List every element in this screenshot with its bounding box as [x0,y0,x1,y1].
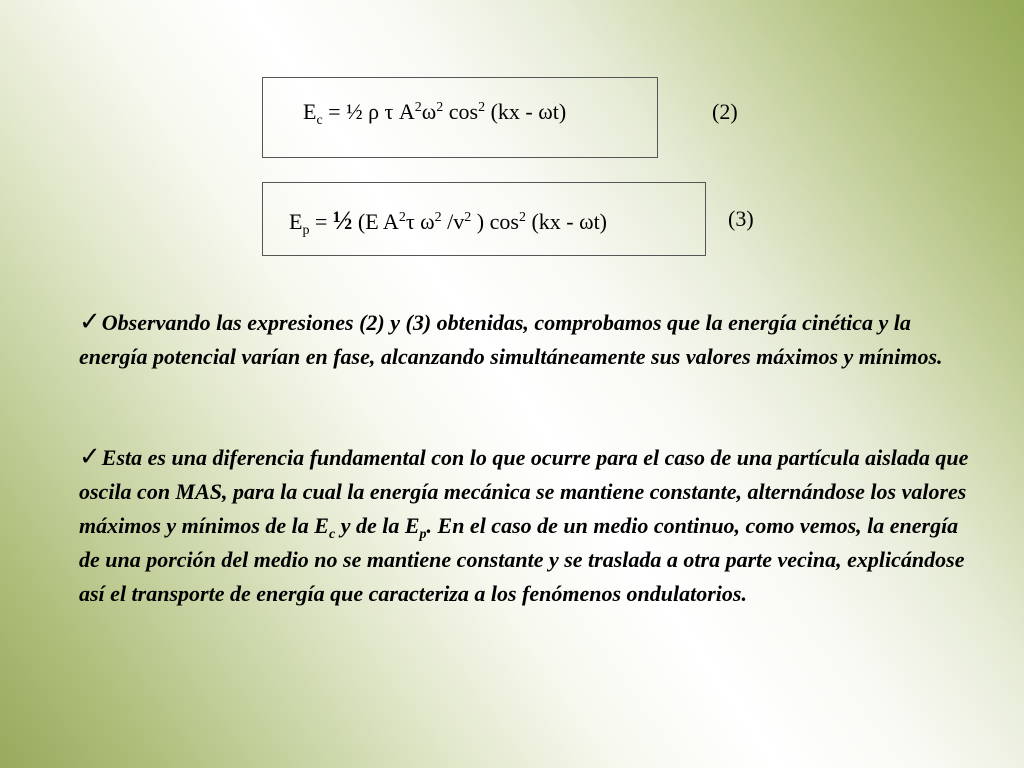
checkmark-icon: ✓ [79,307,101,336]
paragraph-1 [79,305,979,374]
paragraph-1-text: Observando las expresiones (2) y (3) obtenidas, comprobamos que la energía cinética y la energía potencial varían en fase, alcanzando simultáneamente sus valores máximos y mínimos. [79,310,943,369]
equation-3: $E_p$ = ½ (E $A^2\tau$ $\omega^2$ $/v^2$ ) $\cos^2 (kx - \omega t)$ [289,206,608,238]
equation-2: $E_c$ = ½ ρ τ $A^2\omega^2$ $\cos^2 (kx - \omega t)$ [303,99,567,128]
equation-3-number: (3) [728,206,754,231]
paragraph-2: ✓Esta es una diferencia fundamental con lo que ocurre para el caso de una partícula aislada que oscila con MAS, para la cual la energía mecánica se mantiene constante, alternándose los valores máximos y mínimos de la $E_c$ y de la $E_p$. En el caso de un medio continuo, como vemos, la energía de una porción del medio no se mantiene constante y se traslada a otra parte vecina, explicándose así el transporte de energía que caracteriza a los fenómenos ondulatorios. [79,442,969,606]
checkmark-icon: ✓ [79,442,101,471]
equation-2-number: (2) [712,99,738,124]
